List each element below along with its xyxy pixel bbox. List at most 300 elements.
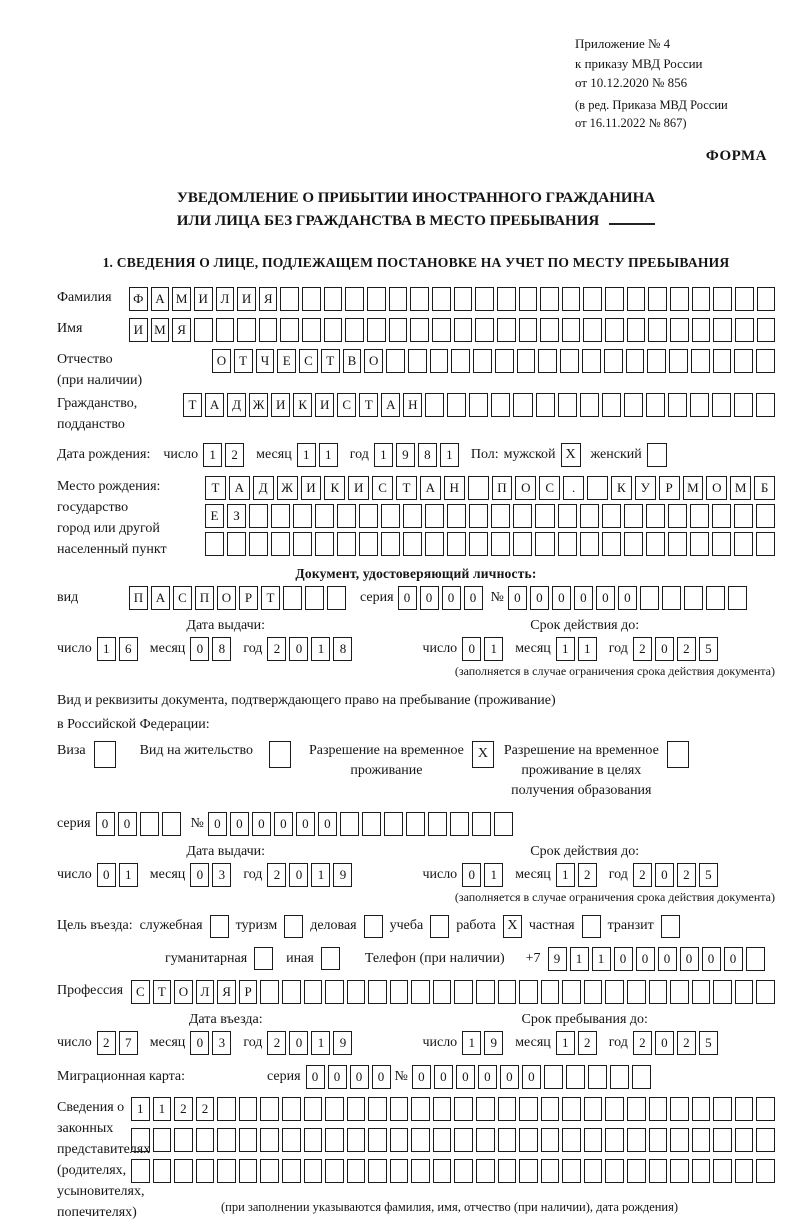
char-box[interactable]: М	[730, 476, 751, 500]
char-box[interactable]: 8	[333, 637, 352, 661]
char-box[interactable]	[302, 287, 321, 311]
char-box[interactable]	[476, 1159, 495, 1183]
char-box[interactable]	[454, 1128, 473, 1152]
char-box[interactable]	[304, 1159, 323, 1183]
char-box[interactable]	[562, 287, 581, 311]
char-box[interactable]	[454, 287, 473, 311]
char-box[interactable]	[649, 980, 668, 1004]
char-box[interactable]	[668, 532, 687, 556]
char-box[interactable]	[632, 1065, 651, 1089]
phone-input[interactable]	[548, 947, 765, 971]
char-box[interactable]: 9	[484, 1031, 503, 1055]
char-box[interactable]	[584, 1128, 603, 1152]
char-box[interactable]	[562, 1128, 581, 1152]
char-box[interactable]: 9	[333, 1031, 352, 1055]
char-box[interactable]	[390, 1128, 409, 1152]
char-box[interactable]	[648, 318, 667, 342]
char-box[interactable]: 0	[442, 586, 461, 610]
char-box[interactable]: 0	[464, 586, 483, 610]
char-box[interactable]: Н	[403, 393, 422, 417]
char-box[interactable]: О	[217, 586, 236, 610]
char-box[interactable]: 1	[319, 443, 338, 467]
char-box[interactable]	[390, 1097, 409, 1121]
char-box[interactable]	[734, 532, 753, 556]
char-box[interactable]	[325, 1097, 344, 1121]
char-box[interactable]	[411, 1159, 430, 1183]
resid-valid-day[interactable]	[462, 863, 503, 887]
char-box[interactable]	[519, 287, 538, 311]
char-box[interactable]	[305, 586, 324, 610]
visa-checkbox[interactable]	[94, 741, 116, 768]
doc-issue-year[interactable]	[267, 637, 352, 661]
char-box[interactable]: 0	[508, 586, 527, 610]
char-box[interactable]: 0	[702, 947, 721, 971]
char-box[interactable]	[389, 287, 408, 311]
char-box[interactable]	[304, 1097, 323, 1121]
char-box[interactable]	[325, 980, 344, 1004]
char-box[interactable]: 1	[556, 1031, 575, 1055]
char-box[interactable]	[541, 1159, 560, 1183]
char-box[interactable]	[386, 349, 405, 373]
char-box[interactable]	[670, 1097, 689, 1121]
char-box[interactable]: 0	[420, 586, 439, 610]
char-box[interactable]	[560, 349, 579, 373]
char-box[interactable]	[562, 980, 581, 1004]
char-box[interactable]	[432, 287, 451, 311]
char-box[interactable]	[519, 980, 538, 1004]
purpose-humanitarian-checkbox[interactable]	[254, 947, 273, 970]
doc-issue-month[interactable]	[190, 637, 231, 661]
char-box[interactable]	[692, 980, 711, 1004]
char-box[interactable]	[605, 1128, 624, 1152]
char-box[interactable]	[324, 318, 343, 342]
birth-month-input[interactable]	[297, 443, 338, 467]
char-box[interactable]	[692, 1097, 711, 1121]
char-box[interactable]: 0	[655, 637, 674, 661]
doc-number-input[interactable]	[508, 586, 747, 610]
char-box[interactable]	[282, 1097, 301, 1121]
char-box[interactable]: 1	[374, 443, 393, 467]
char-box[interactable]: О	[706, 476, 727, 500]
char-box[interactable]: 0	[289, 1031, 308, 1055]
char-box[interactable]	[410, 318, 429, 342]
char-box[interactable]: М	[151, 318, 170, 342]
char-box[interactable]	[605, 1097, 624, 1121]
char-box[interactable]	[381, 532, 400, 556]
char-box[interactable]	[562, 1097, 581, 1121]
char-box[interactable]	[605, 1159, 624, 1183]
char-box[interactable]	[734, 393, 753, 417]
char-box[interactable]: 2	[677, 637, 696, 661]
char-box[interactable]	[347, 1097, 366, 1121]
char-box[interactable]: 0	[522, 1065, 541, 1089]
char-box[interactable]	[411, 1128, 430, 1152]
doc-valid-year[interactable]	[633, 637, 718, 661]
birth-year-input[interactable]	[374, 443, 459, 467]
char-box[interactable]	[538, 349, 557, 373]
char-box[interactable]: У	[635, 476, 656, 500]
char-box[interactable]: Т	[321, 349, 340, 373]
char-box[interactable]	[605, 287, 624, 311]
char-box[interactable]: Ж	[249, 393, 268, 417]
char-box[interactable]: 0	[412, 1065, 431, 1089]
char-box[interactable]	[712, 504, 731, 528]
char-box[interactable]: 1	[556, 863, 575, 887]
char-box[interactable]: 1	[311, 637, 330, 661]
char-box[interactable]: 5	[699, 863, 718, 887]
representatives-row1-input[interactable]	[131, 1097, 775, 1121]
char-box[interactable]	[624, 532, 643, 556]
char-box[interactable]: 0	[97, 863, 116, 887]
char-box[interactable]	[293, 504, 312, 528]
char-box[interactable]: 1	[440, 443, 459, 467]
char-box[interactable]	[469, 532, 488, 556]
char-box[interactable]	[403, 504, 422, 528]
char-box[interactable]	[587, 476, 608, 500]
char-box[interactable]	[216, 318, 235, 342]
char-box[interactable]: 8	[212, 637, 231, 661]
char-box[interactable]	[649, 1128, 668, 1152]
char-box[interactable]: З	[227, 504, 246, 528]
char-box[interactable]: 1	[203, 443, 222, 467]
char-box[interactable]	[734, 504, 753, 528]
char-box[interactable]	[706, 586, 725, 610]
char-box[interactable]	[746, 947, 765, 971]
char-box[interactable]: 2	[97, 1031, 116, 1055]
char-box[interactable]: Н	[444, 476, 465, 500]
char-box[interactable]	[390, 980, 409, 1004]
char-box[interactable]	[491, 393, 510, 417]
char-box[interactable]: 0	[478, 1065, 497, 1089]
citizenship-input[interactable]	[183, 393, 775, 417]
char-box[interactable]	[411, 980, 430, 1004]
char-box[interactable]	[494, 812, 513, 836]
char-box[interactable]	[535, 532, 554, 556]
char-box[interactable]	[670, 1128, 689, 1152]
char-box[interactable]	[260, 1159, 279, 1183]
char-box[interactable]	[239, 1097, 258, 1121]
char-box[interactable]	[153, 1159, 172, 1183]
char-box[interactable]	[433, 1128, 452, 1152]
char-box[interactable]: И	[348, 476, 369, 500]
char-box[interactable]: 0	[252, 812, 271, 836]
resid-number-input[interactable]	[208, 812, 513, 836]
char-box[interactable]: О	[212, 349, 231, 373]
char-box[interactable]	[756, 349, 775, 373]
char-box[interactable]: 0	[372, 1065, 391, 1089]
char-box[interactable]: В	[343, 349, 362, 373]
char-box[interactable]	[692, 318, 711, 342]
purpose-work-checkbox[interactable]: X	[503, 915, 522, 938]
char-box[interactable]	[646, 532, 665, 556]
char-box[interactable]: Т	[261, 586, 280, 610]
char-box[interactable]	[541, 1097, 560, 1121]
char-box[interactable]: С	[539, 476, 560, 500]
char-box[interactable]	[302, 318, 321, 342]
char-box[interactable]: Б	[754, 476, 775, 500]
purpose-transit-checkbox[interactable]	[661, 915, 680, 938]
char-box[interactable]: Е	[277, 349, 296, 373]
char-box[interactable]: 2	[633, 863, 652, 887]
char-box[interactable]	[735, 287, 754, 311]
char-box[interactable]	[433, 1159, 452, 1183]
char-box[interactable]	[491, 532, 510, 556]
char-box[interactable]: Ж	[277, 476, 298, 500]
char-box[interactable]: 2	[578, 1031, 597, 1055]
char-box[interactable]: А	[151, 287, 170, 311]
char-box[interactable]: С	[337, 393, 356, 417]
char-box[interactable]	[325, 1128, 344, 1152]
char-box[interactable]: 0	[530, 586, 549, 610]
char-box[interactable]	[475, 318, 494, 342]
char-box[interactable]	[540, 287, 559, 311]
resid-issue-day[interactable]	[97, 863, 138, 887]
char-box[interactable]: А	[205, 393, 224, 417]
residence-permit-checkbox[interactable]	[269, 741, 291, 768]
char-box[interactable]	[535, 504, 554, 528]
char-box[interactable]	[670, 1159, 689, 1183]
char-box[interactable]	[544, 1065, 563, 1089]
char-box[interactable]	[519, 1159, 538, 1183]
char-box[interactable]	[627, 287, 646, 311]
char-box[interactable]	[588, 1065, 607, 1089]
char-box[interactable]	[662, 586, 681, 610]
char-box[interactable]	[153, 1128, 172, 1152]
char-box[interactable]	[259, 318, 278, 342]
char-box[interactable]: А	[381, 393, 400, 417]
char-box[interactable]: О	[364, 349, 383, 373]
char-box[interactable]	[712, 393, 731, 417]
char-box[interactable]	[217, 1128, 236, 1152]
char-box[interactable]	[315, 504, 334, 528]
entry-year[interactable]	[267, 1031, 352, 1055]
char-box[interactable]	[627, 1128, 646, 1152]
char-box[interactable]	[669, 349, 688, 373]
char-box[interactable]	[196, 1159, 215, 1183]
char-box[interactable]	[260, 1097, 279, 1121]
char-box[interactable]: 1	[592, 947, 611, 971]
char-box[interactable]	[237, 318, 256, 342]
resid-issue-year[interactable]	[267, 863, 352, 887]
char-box[interactable]	[408, 349, 427, 373]
char-box[interactable]	[713, 1128, 732, 1152]
char-box[interactable]	[324, 287, 343, 311]
stay-day[interactable]	[462, 1031, 503, 1055]
char-box[interactable]: 0	[655, 1031, 674, 1055]
char-box[interactable]: П	[129, 586, 148, 610]
char-box[interactable]: 0	[636, 947, 655, 971]
char-box[interactable]	[713, 1097, 732, 1121]
char-box[interactable]	[271, 532, 290, 556]
char-box[interactable]	[368, 980, 387, 1004]
char-box[interactable]	[734, 349, 753, 373]
char-box[interactable]	[282, 1159, 301, 1183]
char-box[interactable]	[340, 812, 359, 836]
char-box[interactable]: Т	[396, 476, 417, 500]
char-box[interactable]	[756, 1097, 775, 1121]
char-box[interactable]	[174, 1159, 193, 1183]
char-box[interactable]	[602, 504, 621, 528]
char-box[interactable]	[271, 504, 290, 528]
char-box[interactable]: 2	[174, 1097, 193, 1121]
char-box[interactable]	[646, 393, 665, 417]
char-box[interactable]: П	[195, 586, 214, 610]
char-box[interactable]	[473, 349, 492, 373]
char-box[interactable]: И	[315, 393, 334, 417]
entry-month[interactable]	[190, 1031, 231, 1055]
char-box[interactable]: 7	[119, 1031, 138, 1055]
char-box[interactable]	[540, 318, 559, 342]
char-box[interactable]	[433, 1097, 452, 1121]
surname-input[interactable]	[129, 287, 775, 311]
char-box[interactable]: С	[131, 980, 150, 1004]
char-box[interactable]	[239, 1159, 258, 1183]
char-box[interactable]	[627, 1159, 646, 1183]
char-box[interactable]	[196, 1128, 215, 1152]
char-box[interactable]	[260, 1128, 279, 1152]
char-box[interactable]	[280, 318, 299, 342]
char-box[interactable]	[454, 1097, 473, 1121]
char-box[interactable]	[646, 504, 665, 528]
char-box[interactable]	[692, 1128, 711, 1152]
char-box[interactable]	[519, 1128, 538, 1152]
char-box[interactable]	[640, 586, 659, 610]
char-box[interactable]: 0	[190, 637, 209, 661]
char-box[interactable]: М	[683, 476, 704, 500]
char-box[interactable]	[359, 504, 378, 528]
char-box[interactable]: 1	[462, 1031, 481, 1055]
char-box[interactable]	[756, 1128, 775, 1152]
char-box[interactable]: Т	[205, 476, 226, 500]
char-box[interactable]	[541, 980, 560, 1004]
char-box[interactable]: Р	[239, 980, 258, 1004]
char-box[interactable]	[536, 393, 555, 417]
char-box[interactable]	[368, 1159, 387, 1183]
char-box[interactable]	[362, 812, 381, 836]
char-box[interactable]: К	[293, 393, 312, 417]
birth-place-row3-input[interactable]	[205, 532, 775, 556]
char-box[interactable]	[280, 287, 299, 311]
char-box[interactable]	[260, 980, 279, 1004]
char-box[interactable]: 0	[296, 812, 315, 836]
char-box[interactable]	[670, 980, 689, 1004]
char-box[interactable]: 0	[574, 586, 593, 610]
char-box[interactable]	[425, 504, 444, 528]
char-box[interactable]	[649, 1159, 668, 1183]
char-box[interactable]	[498, 1097, 517, 1121]
char-box[interactable]: 0	[456, 1065, 475, 1089]
char-box[interactable]	[476, 1097, 495, 1121]
char-box[interactable]: С	[173, 586, 192, 610]
char-box[interactable]	[447, 504, 466, 528]
char-box[interactable]: Е	[205, 504, 224, 528]
char-box[interactable]	[649, 1097, 668, 1121]
char-box[interactable]: Я	[217, 980, 236, 1004]
char-box[interactable]: 0	[552, 586, 571, 610]
char-box[interactable]	[756, 1159, 775, 1183]
char-box[interactable]	[713, 349, 732, 373]
char-box[interactable]: А	[229, 476, 250, 500]
char-box[interactable]	[558, 532, 577, 556]
gender-female-checkbox[interactable]	[647, 443, 667, 467]
char-box[interactable]	[425, 393, 444, 417]
char-box[interactable]: 0	[208, 812, 227, 836]
char-box[interactable]	[411, 1097, 430, 1121]
char-box[interactable]	[140, 812, 159, 836]
doc-issue-day[interactable]	[97, 637, 138, 661]
char-box[interactable]: Т	[234, 349, 253, 373]
char-box[interactable]	[580, 504, 599, 528]
stay-year[interactable]	[633, 1031, 718, 1055]
char-box[interactable]: А	[420, 476, 441, 500]
char-box[interactable]: 0	[462, 863, 481, 887]
char-box[interactable]	[304, 980, 323, 1004]
char-box[interactable]	[367, 287, 386, 311]
char-box[interactable]: 0	[118, 812, 137, 836]
stay-month[interactable]	[556, 1031, 597, 1055]
char-box[interactable]: С	[299, 349, 318, 373]
char-box[interactable]	[497, 318, 516, 342]
char-box[interactable]: И	[301, 476, 322, 500]
purpose-private-checkbox[interactable]	[582, 915, 601, 938]
char-box[interactable]: 3	[212, 863, 231, 887]
char-box[interactable]	[584, 980, 603, 1004]
char-box[interactable]	[670, 287, 689, 311]
char-box[interactable]	[670, 318, 689, 342]
char-box[interactable]: 0	[230, 812, 249, 836]
char-box[interactable]: 0	[596, 586, 615, 610]
char-box[interactable]: Т	[153, 980, 172, 1004]
char-box[interactable]	[668, 504, 687, 528]
char-box[interactable]	[735, 1097, 754, 1121]
char-box[interactable]	[735, 1159, 754, 1183]
char-box[interactable]	[604, 349, 623, 373]
char-box[interactable]: 1	[131, 1097, 150, 1121]
char-box[interactable]	[368, 1097, 387, 1121]
char-box[interactable]	[367, 318, 386, 342]
char-box[interactable]: 0	[96, 812, 115, 836]
char-box[interactable]	[582, 349, 601, 373]
char-box[interactable]: Р	[239, 586, 258, 610]
char-box[interactable]	[450, 812, 469, 836]
char-box[interactable]	[205, 532, 224, 556]
char-box[interactable]: 0	[274, 812, 293, 836]
char-box[interactable]	[627, 318, 646, 342]
char-box[interactable]	[282, 980, 301, 1004]
char-box[interactable]	[602, 393, 621, 417]
char-box[interactable]	[454, 318, 473, 342]
resid-issue-month[interactable]	[190, 863, 231, 887]
char-box[interactable]	[469, 393, 488, 417]
char-box[interactable]: 0	[680, 947, 699, 971]
doc-valid-month[interactable]	[556, 637, 597, 661]
char-box[interactable]	[757, 318, 776, 342]
char-box[interactable]	[562, 1159, 581, 1183]
char-box[interactable]	[131, 1159, 150, 1183]
char-box[interactable]: И	[271, 393, 290, 417]
char-box[interactable]	[584, 1097, 603, 1121]
char-box[interactable]	[428, 812, 447, 836]
char-box[interactable]	[627, 1097, 646, 1121]
char-box[interactable]	[384, 812, 403, 836]
char-box[interactable]	[690, 504, 709, 528]
doc-valid-day[interactable]	[462, 637, 503, 661]
char-box[interactable]: 1	[578, 637, 597, 661]
char-box[interactable]	[757, 287, 776, 311]
char-box[interactable]	[566, 1065, 585, 1089]
char-box[interactable]: 1	[119, 863, 138, 887]
char-box[interactable]	[381, 504, 400, 528]
